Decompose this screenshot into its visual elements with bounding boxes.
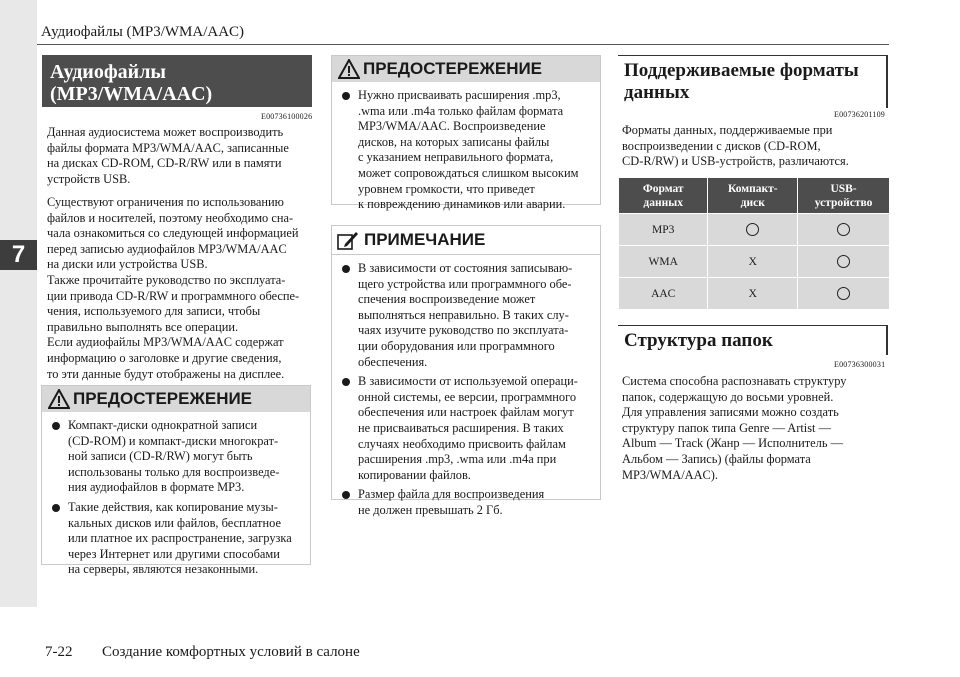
bullet-icon [342, 378, 350, 386]
restrictions-paragraph: Существуют ограничения по использованию файлов и носителей, поэтому необходимо сна- чала ознакомиться со следующей информацией перед записью аудиофайлов MP3/WMA/AAC на диски или устройства USB. Также прочитайте руководство по эксплуата- ции привода CD-R/RW и программного обеспе- чения, используемого для записи, чтобы правильно выполнять все операции. Если аудиофайлы MP3/WMA/AAC содержат информацию о заголовке и другие сведения, то эти данные будут отображены на дисплее. [47, 195, 300, 381]
table-cell: X [708, 278, 798, 310]
warning-box-middle [331, 55, 601, 212]
table-cell [798, 246, 890, 278]
table-header: Компакт- диск [708, 178, 798, 214]
warning-heading: ПРЕДОСТЕРЕЖЕНИЕ [332, 56, 600, 82]
table-header: Формат данных [619, 178, 708, 214]
list-item: В зависимости от используемой операци- онной системы, ее версии, программного обеспечения или настроек файлам могут не присваиваться расширения. В таких случаях необходимо присвоить файлам расширения .mp3, .wma или .m4a при копировании файлов. [340, 374, 594, 483]
supported-circle-icon [837, 255, 850, 268]
section-code: E00736201109 [834, 110, 885, 119]
intro-paragraph: Данная аудиосистема может воспроизводить файлы формата MP3/WMA/AAC, записанные на дисках CD-ROM, CD-R/RW или в памяти устройств USB. [47, 125, 289, 186]
table-cell: X [708, 246, 798, 278]
table-row [619, 278, 890, 310]
running-head: Аудиофайлы (MP3/WMA/AAC) [41, 24, 245, 40]
table-cell [798, 214, 890, 246]
table-cell: WMA [619, 246, 708, 278]
bullet-icon [342, 92, 350, 100]
note-heading: ПРИМЕЧАНИЕ [332, 226, 600, 255]
warning-triangle-icon [338, 59, 360, 79]
page-number: 7-22 [45, 644, 73, 660]
supported-circle-icon [837, 287, 850, 300]
list-item: Такие действия, как копирование музы- кальных дисков или файлов, бесплатное или платное их распространение, загрузка через Интернет или другими способами на серверы, являются незаконными. [50, 500, 304, 578]
list-item: Нужно присваивать расширения .mp3, .wma или .m4a только файлам формата MP3/WMA/AAC. Воспроизведение дисков, на которых записаны файлы с указанием неправильного формата, может сопровождаться слишком высоким уровнем громкости, что приведет к повреждению динамиков или аварии. [340, 88, 594, 213]
table-cell [708, 214, 798, 246]
section-code: E00736100026 [261, 112, 313, 121]
formats-table [618, 177, 890, 310]
section-title-audio-files: Аудиофайлы (MP3/WMA/AAC) [42, 55, 312, 107]
bullet-icon [342, 491, 350, 499]
bullet-icon [52, 504, 60, 512]
note-box [331, 225, 601, 517]
section-title-supported-formats: Поддерживаемые форматы данных [618, 55, 888, 108]
chapter-tab: 7 [0, 240, 37, 270]
list-item: Компакт-диски однократной записи (CD-ROM) и компакт-диски многократ- ной записи (CD-R/RW) могут быть использованы только для воспроизведе- ния аудиофайлов в формате MP3. [50, 418, 304, 496]
table-cell [798, 278, 890, 310]
formats-paragraph: Форматы данных, поддерживаемые при воспроизведении с дисков (CD-ROM, CD-R/RW) и USB-устройств, различаются. [622, 123, 849, 169]
table-row [619, 246, 890, 278]
table-cell: MP3 [619, 214, 708, 246]
footer-section-title: Создание комфортных условий в салоне [102, 644, 360, 660]
chapter-sidebar [0, 0, 37, 607]
table-row [619, 214, 890, 246]
section-title-folder-structure: Структура папок [618, 325, 888, 355]
table-header: USB- устройство [798, 178, 890, 214]
table-cell: AAC [619, 278, 708, 310]
warning-triangle-icon [48, 389, 70, 409]
warning-box-left [41, 385, 311, 577]
header-rule [37, 44, 889, 45]
list-item: Размер файла для воспроизведения не должен превышать 2 Гб. [340, 487, 594, 518]
supported-circle-icon [837, 223, 850, 236]
folder-paragraph: Система способна распознавать структуру папок, содержащую до восьми уровней. Для управления записями можно создать структуру папок типа Genre — Artist — Album — Track (Жанр — Исполнитель — Альбом — Запись) (файлы формата MP3/WMA/AAC). [622, 374, 847, 482]
warning-heading: ПРЕДОСТЕРЕЖЕНИЕ [42, 386, 310, 412]
supported-circle-icon [746, 223, 759, 236]
list-item: В зависимости от состояния записываю- щего устройства или программного обе- спечения воспроизведение может выполняться неправильно. В таких слу- чаях изучите руководство по эксплуата- ции оборудования или программного обеспечения. [340, 261, 594, 370]
section-code: E00736300031 [834, 360, 886, 369]
note-pencil-icon [336, 229, 360, 251]
bullet-icon [52, 422, 60, 430]
bullet-icon [342, 265, 350, 273]
